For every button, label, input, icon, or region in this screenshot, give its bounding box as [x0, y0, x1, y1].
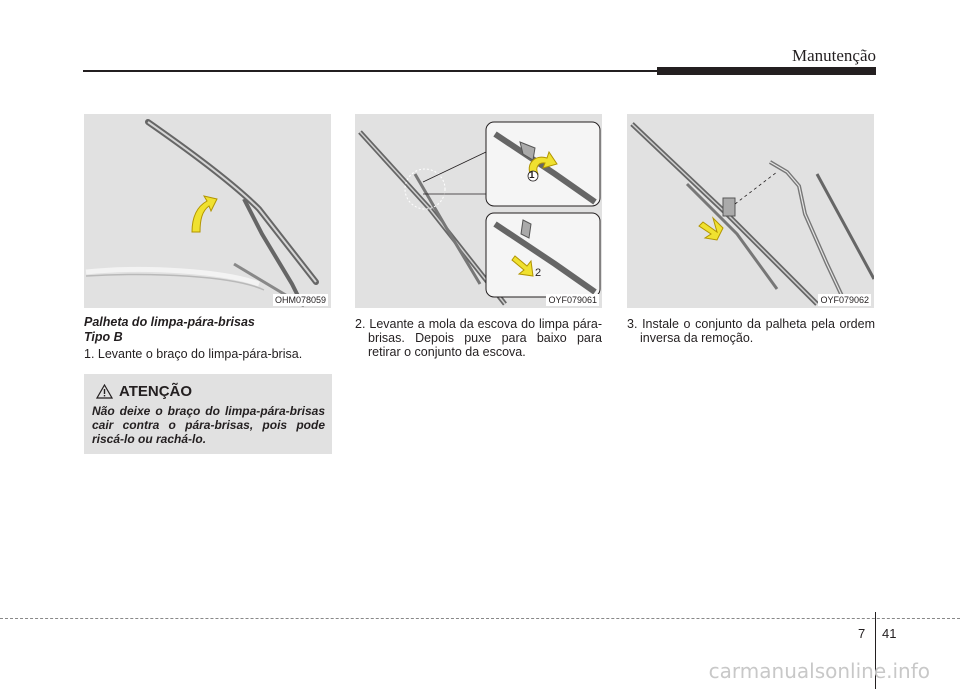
chapter-number: 7 [858, 626, 866, 641]
header-rule [83, 70, 659, 72]
step-1: 1. Levante o braço do limpa-pára-brisa. [84, 347, 303, 361]
step-3: 3. Instale o conjunto da palheta pela ordem inversa da remoção. [627, 317, 875, 345]
page-number: 41 [882, 626, 897, 641]
wiper-arm-illustration [84, 114, 331, 308]
section-subtitle: Tipo B [84, 330, 123, 344]
warning-head [96, 383, 192, 400]
warning-title: ATENÇÃO [119, 383, 193, 400]
blade-install-illustration [627, 114, 874, 308]
figure-code: OHM078059 [274, 295, 326, 305]
figure-remove-blade [355, 114, 602, 308]
blade-removal-illustration [355, 114, 602, 308]
column-3-text [627, 317, 875, 345]
warning-text: Não deixe o braço do limpa-pára-brisas cair contra o pára-brisas, pois pode riscá-lo ou rachá-lo. [92, 404, 325, 446]
watermark: carmanualsonline.info [708, 659, 930, 683]
callout-1: 1 [529, 170, 535, 181]
figure-install-blade [627, 114, 874, 308]
figure-code: OYF079061 [548, 295, 597, 305]
column-2-text [355, 317, 602, 359]
lift-arrow-icon [192, 196, 217, 232]
step-2: 2. Levante a mola da escova do limpa pára-brisas. Depois puxe para baixo para retirar o conjunto da escova. [355, 317, 602, 359]
warning-triangle-icon [96, 384, 113, 399]
figure-lift-arm [84, 114, 331, 308]
callout-2: 2 [535, 267, 542, 279]
footer-rule [0, 618, 960, 619]
figure-code: OYF079062 [820, 295, 869, 305]
column-1-text [84, 315, 334, 361]
push-arrow-icon [699, 218, 723, 240]
warning-box [84, 374, 332, 454]
header-bar [657, 67, 876, 75]
header-title: Manutenção [791, 46, 876, 65]
section-title: Palheta do limpa-pára-brisas [84, 315, 255, 329]
